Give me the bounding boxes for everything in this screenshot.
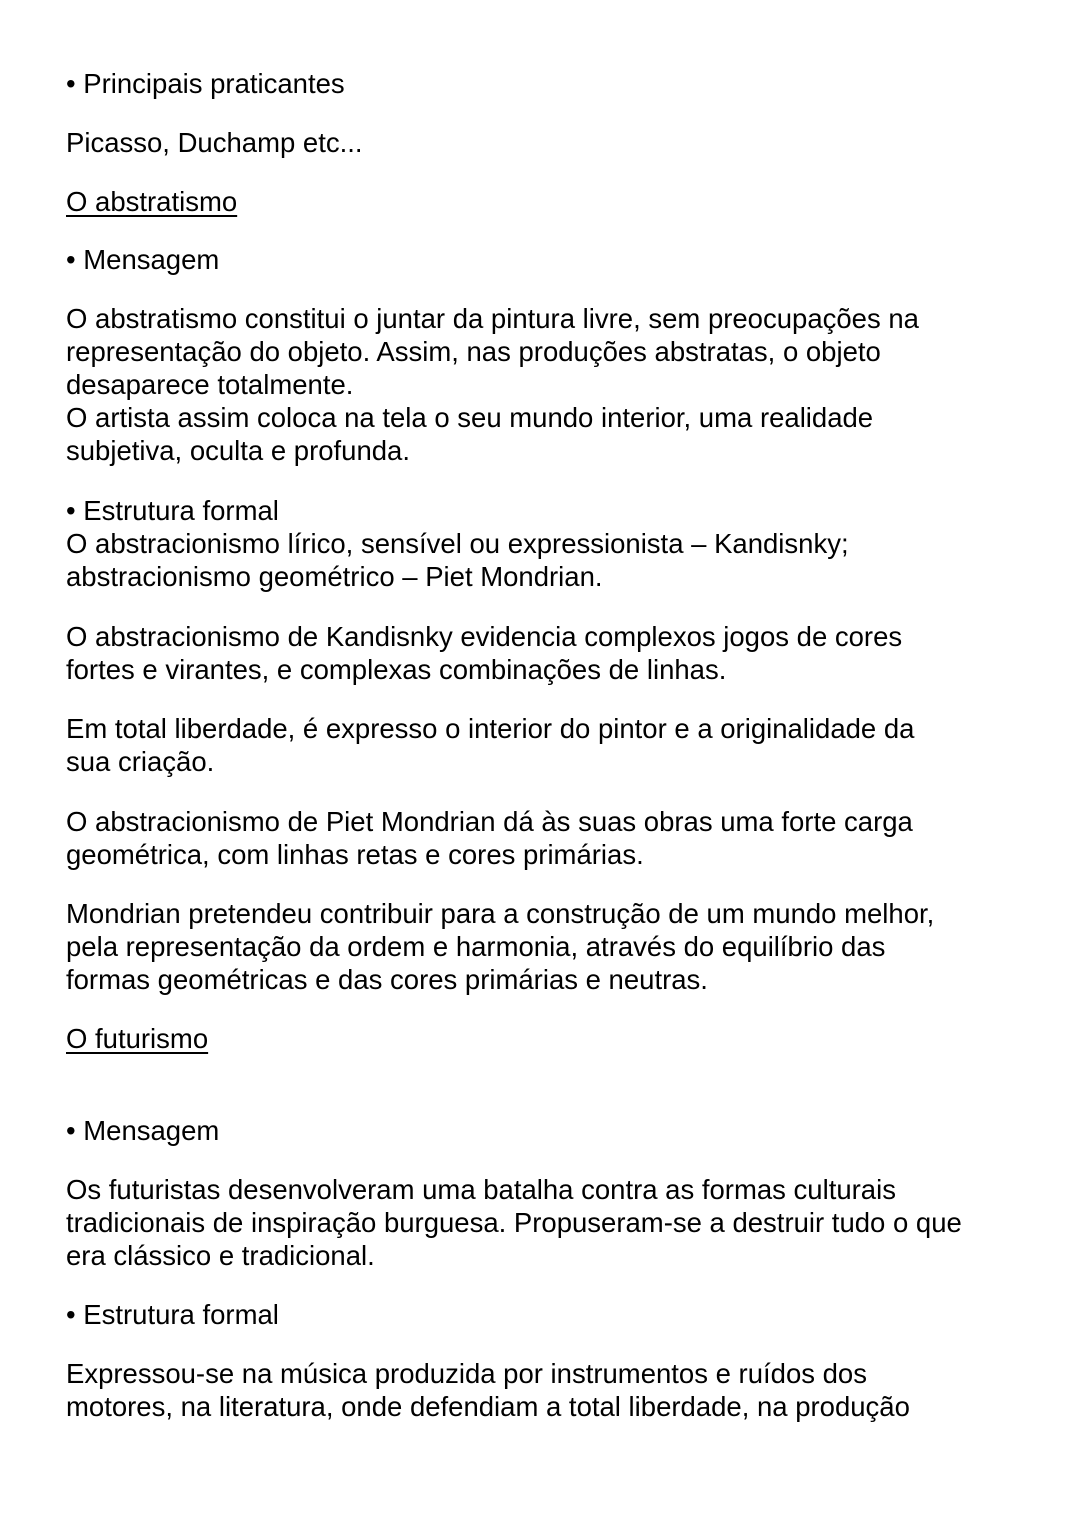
- paragraph-mondrian-mundo: [66, 897, 1026, 996]
- bullet-estrutura-formal-futurismo: • Estrutura formal: [66, 1299, 279, 1330]
- line: representação do objeto. Assim, nas produções abstratas, o objeto: [66, 336, 881, 367]
- line: abstracionismo geométrico – Piet Mondrian.: [66, 561, 603, 592]
- line: era clássico e tradicional.: [66, 1240, 375, 1271]
- heading-futurismo: O futurismo: [66, 1023, 209, 1054]
- line: Expressou-se na música produzida por instrumentos e ruídos dos: [66, 1358, 867, 1389]
- line: fortes e virantes, e complexas combinações de linhas.: [66, 654, 727, 685]
- paragraph-futuristas: [66, 1173, 1026, 1272]
- line: Mondrian pretendeu contribuir para a construção de um mundo melhor,: [66, 898, 935, 929]
- bullet-principais-praticantes: • Principais praticantes: [66, 68, 345, 99]
- line: tradicionais de inspiração burguesa. Propuseram-se a destruir tudo o que: [66, 1207, 962, 1238]
- line: desaparece totalmente.: [66, 369, 354, 400]
- paragraph-kandinsky: [66, 620, 1026, 686]
- bullet-mensagem-futurismo: • Mensagem: [66, 1115, 220, 1146]
- line: geométrica, com linhas retas e cores primárias.: [66, 839, 644, 870]
- line: O abstratismo constitui o juntar da pintura livre, sem preocupações na: [66, 303, 919, 334]
- line: O artista assim coloca na tela o seu mundo interior, uma realidade: [66, 402, 874, 433]
- paragraph-mondrian: [66, 805, 1026, 871]
- paragraph-abstratismo-mensagem: [66, 302, 1026, 467]
- line: sua criação.: [66, 746, 215, 777]
- line: pela representação da ordem e harmonia, através do equilíbrio das: [66, 931, 886, 962]
- line: O abstracionismo de Kandisnky evidencia complexos jogos de cores: [66, 621, 903, 652]
- line: motores, na literatura, onde defendiam a total liberdade, na produção: [66, 1391, 910, 1422]
- line: O abstracionismo lírico, sensível ou expressionista – Kandisnky;: [66, 528, 849, 559]
- line: Em total liberdade, é expresso o interior do pintor e a originalidade da: [66, 713, 915, 744]
- paragraph-expressou: [66, 1357, 1026, 1423]
- line: Os futuristas desenvolveram uma batalha contra as formas culturais: [66, 1174, 896, 1205]
- heading-abstratismo: O abstratismo: [66, 186, 238, 217]
- paragraph-liberdade: [66, 712, 1026, 778]
- bullet-mensagem: • Mensagem: [66, 244, 220, 275]
- line: subjetiva, oculta e profunda.: [66, 435, 410, 466]
- praticantes-text: Picasso, Duchamp etc...: [66, 127, 363, 158]
- paragraph-estrutura-formal: [66, 494, 1026, 593]
- line: O abstracionismo de Piet Mondrian dá às suas obras uma forte carga: [66, 806, 913, 837]
- line: • Estrutura formal: [66, 495, 279, 526]
- line: formas geométricas e das cores primárias e neutras.: [66, 964, 708, 995]
